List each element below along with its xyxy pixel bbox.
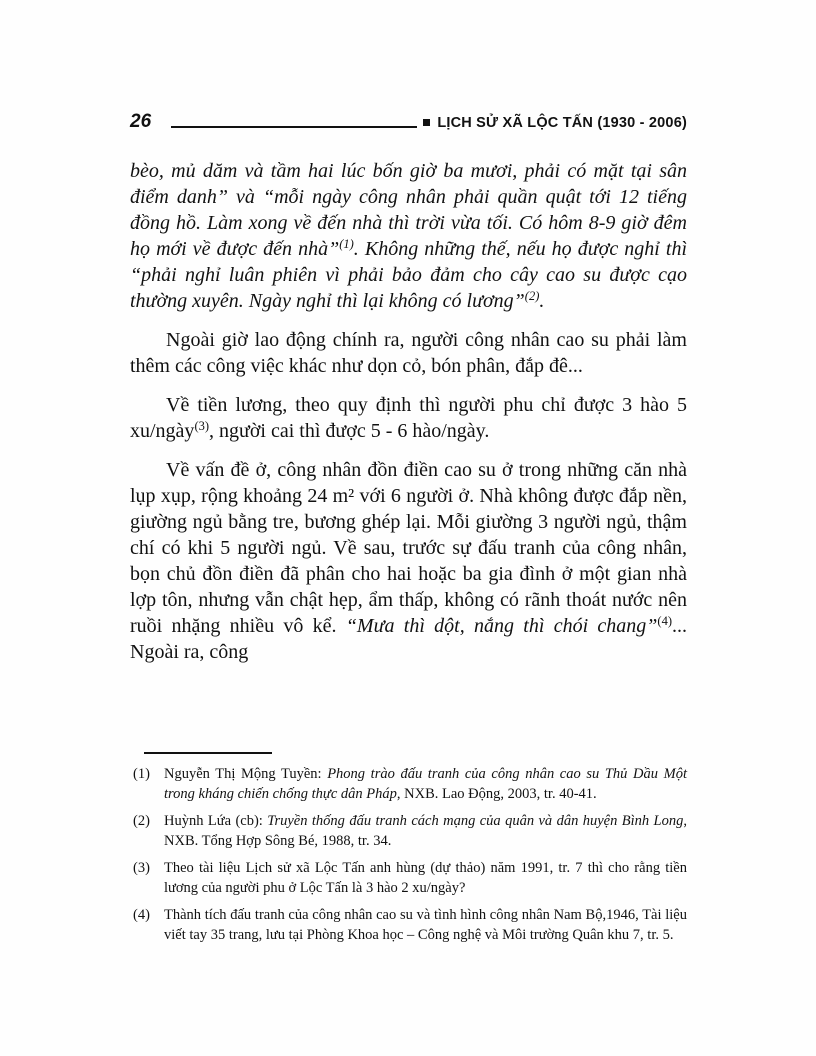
- page-body: [130, 158, 687, 678]
- footnote-marker: (2): [133, 813, 150, 829]
- footnote-marker: (1): [133, 766, 150, 782]
- footnote-item: [130, 858, 687, 898]
- footnote-item: [130, 764, 687, 804]
- paragraph-wages: Về tiền lương, theo quy định thì người phu chỉ được 3 hào 5 xu/ngày$^{(3)}$, người cai thì được 5 - 6 hào/ngày.: [130, 394, 687, 442]
- footnote-marker: (3): [133, 860, 150, 876]
- footnote-text: Nguyễn Thị Mộng Tuyền: Phong trào đấu tranh của công nhân cao su Thủ Dầu Một trong kháng chiến chống thực dân Pháp, NXB. Lao Động, 2003, tr. 40-41.: [164, 766, 687, 802]
- footnote-marker: (4): [133, 907, 150, 923]
- running-header: [130, 112, 687, 132]
- paragraph-extra-work: Ngoài giờ lao động chính ra, người công nhân cao su phải làm thêm các công việc khác như dọn cỏ, bón phân, đắp đê...: [130, 329, 687, 377]
- paragraph-quote-continuation: bèo, mủ dăm và tầm hai lúc bốn giờ ba mươi, phải có mặt tại sân điểm danh” và “mỗi ngày công nhân phải quần quật tới 12 tiếng đồng hồ. Làm xong về đến nhà thì trời vừa tối. Có hôm 8-9 giờ đêm họ mới về được đến nhà”$^{(1)}$. Không những thế, nếu họ được nghỉ thì “phải nghỉ luân phiên vì phải bảo đảm cho cây cao su được cạo thường xuyên. Ngày nghỉ thì lại không có lương”$^{(2)}$.: [130, 160, 688, 312]
- page-number: 26: [130, 111, 152, 132]
- footnote-separator-rule: [144, 752, 272, 754]
- footnote-text: Huỳnh Lứa (cb): Truyền thống đấu tranh cách mạng của quân và dân huyện Bình Long, NXB. Tổng Hợp Sông Bé, 1988, tr. 34.: [164, 813, 687, 849]
- footnote-text: Thành tích đấu tranh của công nhân cao su và tình hình công nhân Nam Bộ,1946, Tài liệu viết tay 35 trang, lưu tại Phòng Khoa học – Công nghệ và Môi trường Quân khu 7, tr. 5.: [164, 907, 687, 943]
- paragraph-housing: Về vấn đề ở, công nhân đồn điền cao su ở trong những căn nhà lụp xụp, rộng khoảng 24 m² với 6 người ở. Nhà không được đắp nền, giường ngủ bằng tre, bương ghép lại. Mỗi giường 3 người ngủ, thậm chí có khi 5 người ngủ. Về sau, trước sự đấu tranh của công nhân, bọn chủ đồn điền đã phân cho hai hoặc ba gia đình ở một gian nhà lợp tôn, nhưng vẫn chật hẹp, ẩm thấp, không có rãnh thoát nước nên ruồi nhặng nhiều vô kể. “Mưa thì dột, nắng thì chói chang”$^{(4)}$... Ngoài ra, công: [130, 459, 687, 663]
- header-rule: [171, 126, 417, 128]
- footnote-text: Theo tài liệu Lịch sử xã Lộc Tấn anh hùng (dự thảo) năm 1991, tr. 7 thì cho rằng tiền lương của người phu ở Lộc Tấn là 3 hào 2 xu/ngày?: [164, 860, 687, 896]
- square-bullet-icon: [423, 119, 430, 126]
- footnotes-section: [130, 752, 687, 952]
- footnote-item: [130, 811, 687, 851]
- book-title: LỊCH SỬ XÃ LỘC TẤN (1930 - 2006): [437, 115, 687, 131]
- footnote-item: [130, 905, 687, 945]
